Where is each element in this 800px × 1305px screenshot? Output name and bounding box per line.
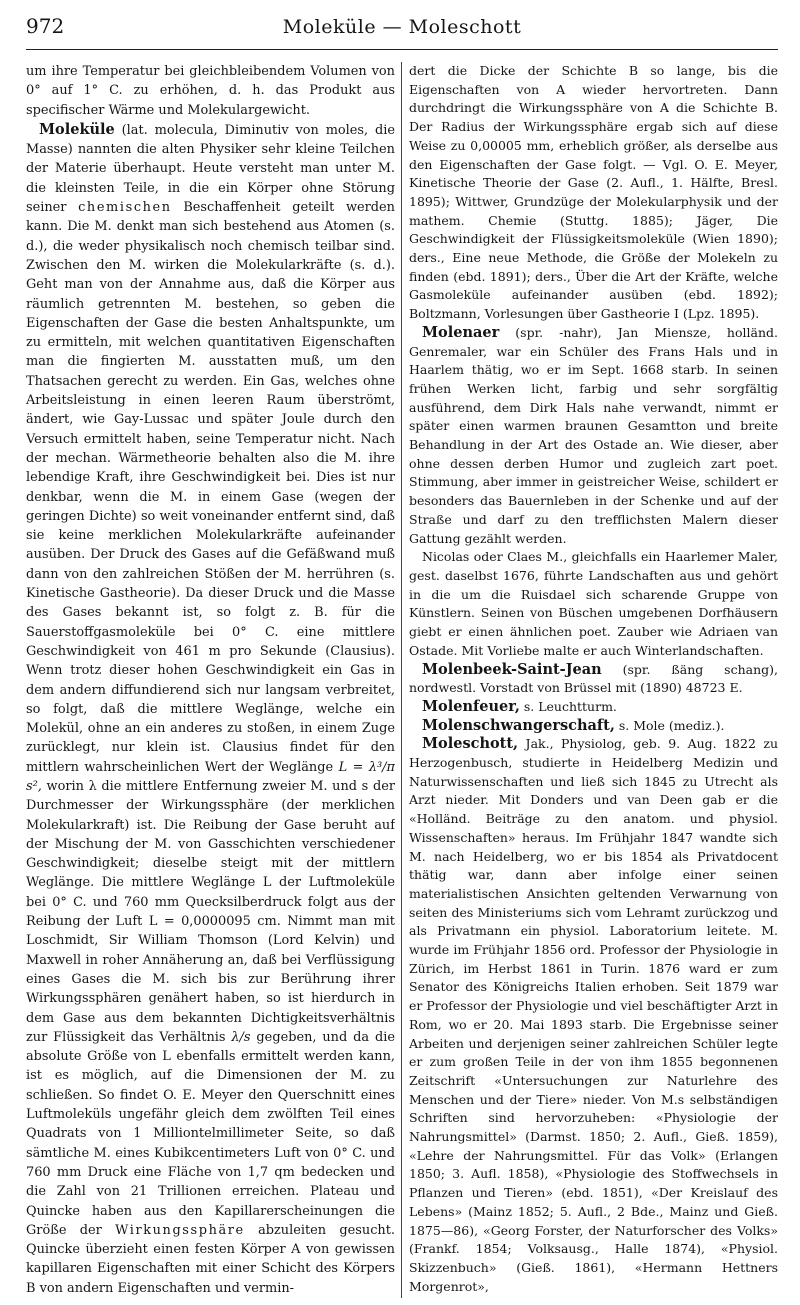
headword-moleschott: Moleschott,	[422, 735, 519, 753]
entry-nicolas: Nicolas oder Claes M., gleichfalls ein Haarlemer Maler, gest. daselbst 1676, führte Landschaften aus und gehört in die um die Ruisdael sich scharende Gruppe von Künstlern. Seinen von Büschen umgebenen Dorfhäusern giebt er einen ähnlichen poet. Zauber wie Adriaen van Ostade. Mit Vorliebe malte er auch Winterlandschaften.	[409, 549, 778, 658]
entry-molenfeuer	[409, 698, 778, 717]
headword-molenaer: Molenaer	[422, 323, 500, 341]
left-column	[26, 62, 395, 1298]
entry-molenschwangerschaft	[409, 717, 778, 736]
page-header	[26, 14, 778, 50]
spaced-emphasis-wirkungssphaere: Wirkungssphäre	[115, 1222, 245, 1238]
page-number: 972	[26, 14, 65, 38]
paragraph-continuation: um ihre Temperatur bei gleichbleibendem Volumen von 0° auf 1° C. zu erhöhen, d. h. das Produkt aus specifischer Wärme und Molekulargewicht.	[26, 64, 395, 118]
entry-molenaer	[409, 324, 778, 548]
entry-text-a: (lat. molecula, Diminutiv von moles, die Masse) nannten die alten Physiker sehr kleine Teilchen der Materie überhaupt. Heute versteht man unter M. die kleinsten Teile, in die ein Körper ohne Störung seiner	[26, 122, 395, 216]
entry-molenbeek-text: (spr. ßäng schang), nordwestl. Vorstadt von Brüssel mit (1890) 48723 E.	[409, 661, 778, 696]
entry-text-d: gegeben, und da die absolute Größe von L ebenfalls ermittelt werden kann, ist es möglich, auf die Dimensionen der M. zu schließen. So findet O. E. Meyer den Querschnitt eines Luftmoleküls ungefähr gleich dem zwölften Teil eines Quadrats von 1 Milliontelmillimeter Seite, so daß sämtliche M. eines Kubikcentimeters Luft von 0° C. und 760 mm Druck eine Fläche von 1,7 qm bedecken und die Zahl von 21 Trillionen erreichen. Plateau und Quincke haben aus den Kapillarerscheinungen die Größe der	[26, 1029, 395, 1238]
entry-moleschott-text: Jak., Physiolog, geb. 9. Aug. 1822 zu Herzogenbusch, studierte in Heidelberg Medizin und Naturwissenschaften und ließ sich 1845 zu Utrecht als Arzt nieder. Mit Donders und van Deen gab er die «Holländ. Beiträge zu den anatom. und physiol. Wissenschaften» heraus. Im Frühjahr 1847 wandte sich M. nach Heidelberg, wo er bis 1854 als Privatdocent thätig war, dann aber infolge einer seinen materialistischen Ansichten geltenden Verwarnung von seiten des Ministeriums sich vom Lehramt zurückzog und als Privatmann ein physiol. Laboratorium leitete. M. wurde im Frühjahr 1856 ord. Professor der Physiologie in Zürich, im Herbst 1861 in Turin. 1876 ward er zum Senator des Königreichs Italien erhoben. Seit 1879 war er Professor der Physiologie und viel beschäftigter Arzt in Rom, wo er 20. Mai 1893 starb. Die Ergebnisse seiner Arbeiten und derjenigen seiner zahlreichen Schüler legte er zum großen Teile in der von ihm 1855 begonnenen Zeitschrift «Untersuchungen zur Naturlehre des Menschen und der Tiere» nieder. Von M.s selbständigen Schriften sind hervorzuheben: «Physiologie der Nahrungsmittel» (Darmst. 1850; 2. Aufl., Gieß. 1859), «Lehre der Nahrungsmittel. Für das Volk» (Erlangen 1850; 3. Aufl. 1858), «Physiologie des Stoffwechsels in Pflanzen und Tieren» (ebd. 1851), «Der Kreislauf des Lebens» (Mainz 1852; 5. Aufl., 2 Bde., Mainz und Gieß. 1875—86), «Georg Forster, der Naturforscher des Volks» (Frankf. 1854; Volksausg., Halle 1874), «Physiol. Skizzenbuch» (Gieß. 1861), «Hermann Hettners Morgenrot»,	[409, 736, 778, 1294]
entry-text-b: Beschaffenheit geteilt werden kann. Die M. denkt man sich bestehend aus Atomen (s. d.), die weder physikalisch noch chemisch teilbar sind. Zwischen den M. wirken die Molekularkräfte (s. d.). Geht man von der Annahme aus, daß die Körper aus räumlich getrennten M. bestehen, so geben die Eigenschaften der Gase die besten Anhaltspunkte, um zu ermitteln, mit welchen quantitativen Eigenschaften man die fingierten M. ausstatten muß, um den Thatsachen gerecht zu werden. Ein Gas, welches ohne Arbeitsleistung in einen leeren Raum überströmt, ändert, wie Gay-Lussac und später Joule durch den Versuch ermittelt haben, seine Temperatur nicht. Nach der mechan. Wärmetheorie behalten also die M. ihre lebendige Kraft, ihre Geschwindigkeit bei. Dies ist nur denkbar, wenn die M. in einem Gase (wegen der geringen Dichte) so weit voneinander entfernt sind, daß sie keine merklichen Molekularkräfte aufeinander ausüben. Der Druck des Gases auf die Gefäßwand muß dann von den zahlreichen Stößen der M. herrühren (s. Kinetische Gastheorie). Da dieser Druck und die Masse des Gases bekannt ist, so folgt z. B. für die Sauerstoffgasmoleküle bei 0° C. eine mittlere Geschwindigkeit von 461 m pro Sekunde (Clausius). Wenn trotz dieser hohen Geschwindigkeit ein Gas in dem andern diffundierend sich nur langsam verbreitet, so folgt, daß die mittlere Weglänge, welche ein Molekül, ohne an ein anderes zu stoßen, in einem Zuge zurücklegt, nur klein ist. Clausius findet für den mittlern wahrscheinlichen Wert der Weglänge	[26, 200, 395, 775]
headword-molenbeek: Molenbeek-Saint-Jean	[422, 660, 602, 678]
running-title: Moleküle — Moleschott	[282, 16, 522, 38]
headword-molenfeuer: Molenfeuer,	[422, 697, 520, 715]
headword-molekuele: Moleküle	[39, 120, 115, 138]
entry-molenfeuer-text: s. Leuchtturm.	[519, 698, 617, 714]
column-divider	[401, 62, 402, 1298]
paragraph-continuation-right: dert die Dicke der Schichte B so lange, bis die Eigenschaften von A wieder hervortreten. Dann durchdringt die Wirkungssphäre von A die Schichte B. Der Radius der Wirkungssphäre ergab sich auf diese Weise zu 0,00005 mm, erheblich größer, als derselbe aus den Eigenschaften der Gase folgt. — Vgl. O. E. Meyer, Kinetische Theorie der Gase (2. Aufl., 1. Hälfte, Bresl. 1895); Wittwer, Grundzüge der Molekularphysik und der mathem. Chemie (Stuttg. 1885); Jäger, Die Geschwindigkeit der Flüssigkeitsmoleküle (Wien 1890); ders., Eine neue Methode, die Größe der Molekeln zu finden (ebd. 1891); ders., Über die Art der Kräfte, welche Gasmoleküle aufeinander ausüben (ebd. 1892); Boltzmann, Vorlesungen über Gastheorie I (Lpz. 1895).	[409, 63, 778, 322]
formula-weglaenge: L = λ³/π s²,	[26, 759, 395, 794]
entry-moleschott	[409, 735, 778, 1296]
formula-ratio: λ/s	[231, 1029, 251, 1045]
spaced-emphasis-chemischen: chemischen	[78, 200, 172, 216]
entry-text-e: abzuleiten gesucht. Quincke überzieht einen festen Körper A von gewissen kapillaren Eigenschaften mit einer Schicht des Körpers B von andern Eigenschaften und vermin-	[26, 1222, 395, 1296]
entry-molekuele	[26, 120, 395, 1298]
entry-molenaer-text: (spr. -nahr), Jan Miensze, holländ. Genremaler, war ein Schüler des Frans Hals und in Haarlem thätig, wo er im Sept. 1668 starb. In seinen frühen Werken licht, farbig und sehr sorgfältig ausführend, dem Dirk Hals nahe verwandt, nimmt er später einen warmen braunen Gesamtton und breite Behandlung in der Art des Ostade an. Wie dieser, aber ohne dessen derben Humor und zugleich zart poet. Stimmung, aber immer in geistreicher Weise, schildert er besonders das Bauernleben in der Schenke und auf der Straße und darf zu den trefflichsten Malern dieser Gattung gezählt werden.	[409, 324, 778, 546]
text-columns	[26, 62, 778, 1298]
entry-molenbeek	[409, 661, 778, 698]
entry-text-c: worin λ die mittlere Entfernung zweier M. und s der Durchmesser der Wirkungssphäre (der merklichen Molekularkraft) ist. Die Reibung der Gase beruht auf der Mischung der M. von Gasschichten verschiedener Geschwindigkeit; dieselbe steigt mit der mittlern Weglänge. Die mittlere Weglänge L der Luftmoleküle bei 0° C. und 760 mm Quecksilberdruck folgt aus der Reibung der Luft L = 0,0000095 cm. Nimmt man mit Loschmidt, Sir William Thomson (Lord Kelvin) und Maxwell in roher Annäherung an, daß bei Verflüssigung eines Gases die M. sich bis zur Berührung ihrer Wirkungssphären genähert haben, so ist hierdurch in dem Gase aus dem bekannten Dichtigkeitsverhältnis zur Flüssigkeit das Verhältnis	[26, 778, 395, 1045]
headword-molenschwangerschaft: Molenschwangerschaft,	[422, 716, 615, 734]
right-column	[409, 62, 778, 1298]
entry-molenschwangerschaft-text: s. Mole (mediz.).	[614, 717, 725, 733]
